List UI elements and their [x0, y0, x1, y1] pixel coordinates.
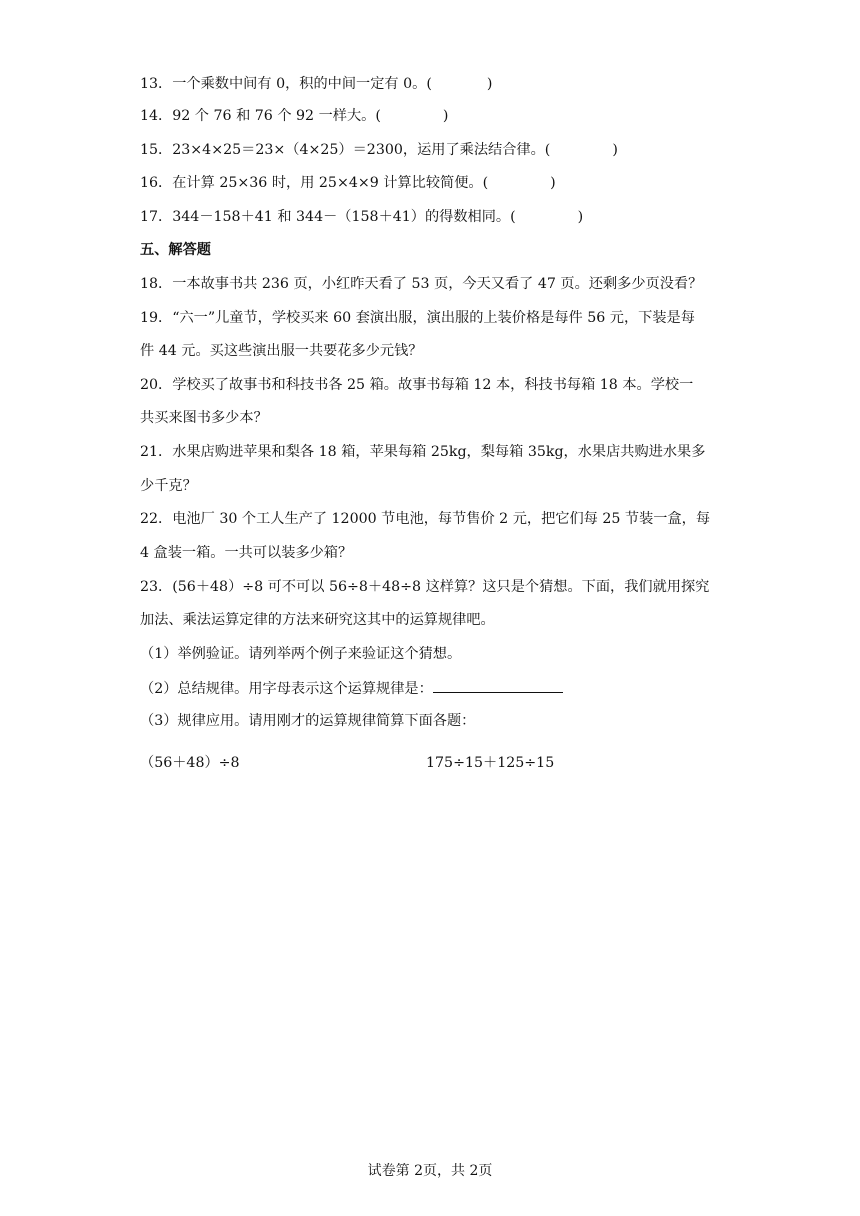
question-22-line-1: 22．电池厂 30 个工人生产了 12000 节电池，每节售价 2 元，把它们每 25 节装一盒，每 — [140, 511, 711, 527]
question-23-part-2-text: （2）总结规律。用字母表示这个运算规律是： — [140, 681, 433, 697]
question-23-part-3: （3）规律应用。请用刚才的运算规律简算下面各题： — [140, 713, 476, 729]
question-19-line-2: 件 44 元。买这些演出服一共要花多少元钱？ — [140, 343, 423, 359]
question-17-text: 17．344－158＋41 和 344－（158＋41）的得数相同。( — [140, 209, 516, 225]
question-18: 18．一本故事书共 236 页，小红昨天看了 53 页，今天又看了 47 页。还剩多少页没看？ — [140, 276, 703, 292]
question-21-line-2: 少千克？ — [140, 478, 197, 494]
question-15-text: 15．23×4×25＝23×（4×25）＝2300，运用了乘法结合律。( — [140, 142, 551, 158]
question-14-close: ) — [442, 108, 449, 124]
question-16-text: 16．在计算 25×36 时，用 25×4×9 计算比较简便。( — [140, 175, 489, 191]
rule-answer-blank[interactable] — [433, 678, 563, 693]
question-23-line-2: 加法、乘法运算定律的方法来研究这其中的运算规律吧。 — [140, 612, 495, 628]
question-15 — [140, 140, 618, 160]
question-13-text: 13．一个乘数中间有 0，积的中间一定有 0。( — [140, 76, 432, 92]
section-title: 五、解答题 — [140, 242, 211, 258]
question-19-line-1: 19．“六一”儿童节，学校买来 60 套演出服，演出服的上装价格是每件 56 元，下装是每 — [140, 310, 695, 326]
question-14-text: 14．92 个 76 和 76 个 92 一样大。( — [140, 108, 381, 124]
question-16 — [140, 173, 556, 193]
question-23-part-2 — [140, 678, 563, 699]
question-21-line-1: 21．水果店购进苹果和梨各 18 箱，苹果每箱 25kg，梨每箱 35kg，水果店共购进水果多 — [140, 444, 706, 460]
question-15-close: ) — [612, 142, 618, 158]
question-16-close: ) — [550, 175, 556, 191]
question-23-part-1: （1）举例验证。请列举两个例子来验证这个猜想。 — [140, 646, 462, 662]
question-17-close: ) — [577, 209, 584, 225]
question-22-line-2: 4 盒装一箱。一共可以装多少箱？ — [140, 545, 353, 561]
question-17 — [140, 207, 583, 227]
expression-1: （56＋48）÷8 — [140, 755, 240, 771]
question-20-line-2: 共买来图书多少本？ — [140, 410, 268, 426]
question-23-line-1: 23．(56＋48）÷8 可不可以 56÷8＋48÷8 这样算？这只是个猜想。下面，我们就用探究 — [140, 579, 710, 595]
question-14 — [140, 106, 448, 126]
page-footer: 试卷第 2页，共 2页 — [367, 1163, 493, 1179]
question-20-line-1: 20．学校买了故事书和科技书各 25 箱。故事书每箱 12 本，科技书每箱 18 本。学校一 — [140, 377, 694, 393]
expression-2: 175÷15＋125÷15 — [426, 755, 555, 771]
question-13 — [140, 74, 492, 94]
question-13-close: ) — [486, 76, 493, 92]
